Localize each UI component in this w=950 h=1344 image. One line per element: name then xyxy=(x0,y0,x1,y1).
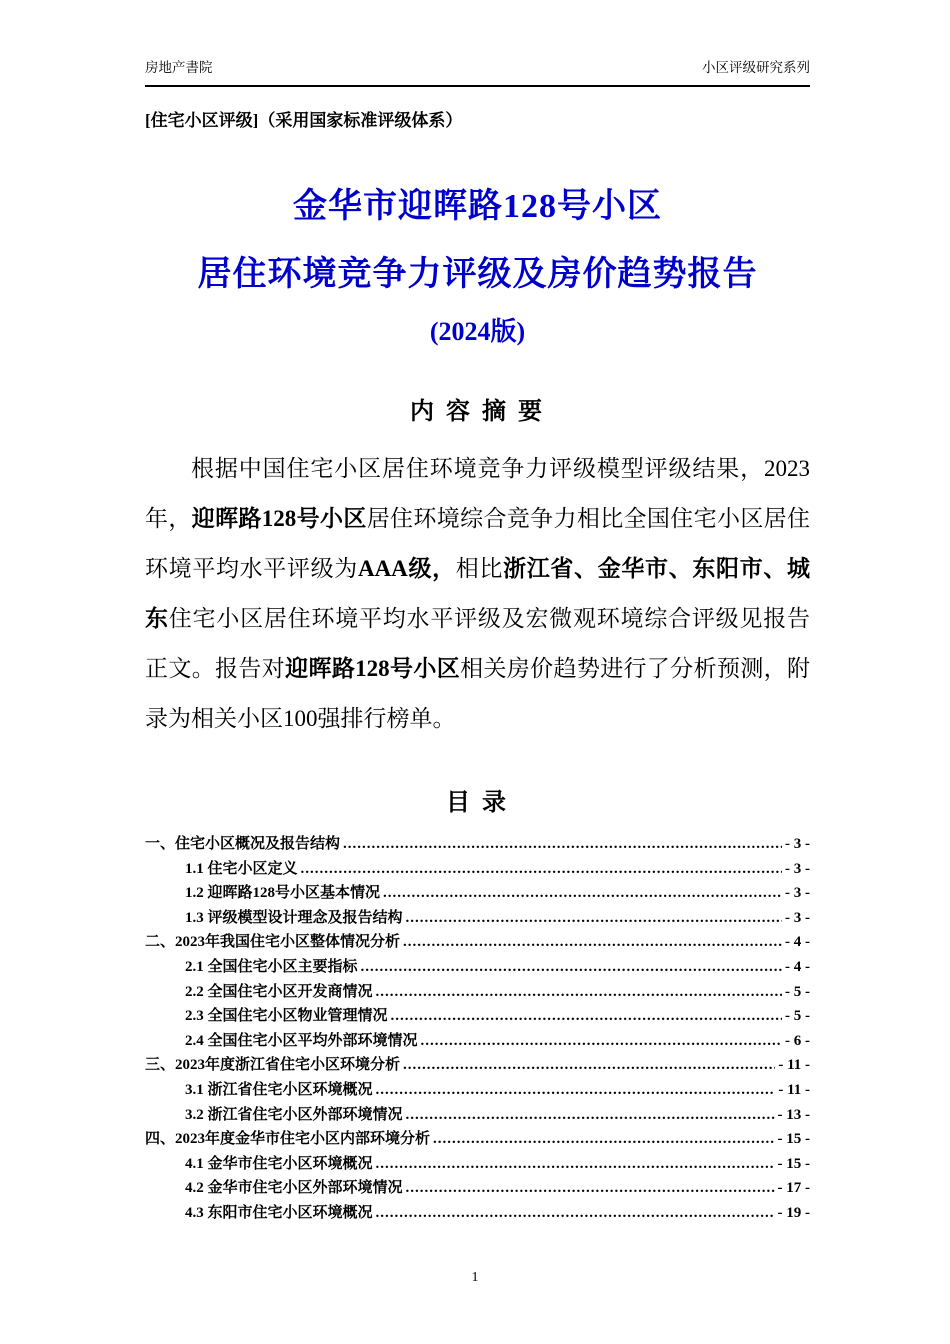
toc-item xyxy=(145,1053,810,1078)
toc-item xyxy=(145,1103,810,1128)
toc-item xyxy=(145,930,810,955)
toc-page-number: - 3 - xyxy=(785,860,810,877)
toc-item-label: 2.1 全国住宅小区主要指标 xyxy=(185,958,358,975)
rating-system-note: [住宅小区评级]（采用国家标准评级体系） xyxy=(145,111,463,130)
toc-leader-dots xyxy=(406,906,782,931)
abstract-heading: 内 容 摘 要 xyxy=(410,399,545,425)
toc-page-number: - 19 - xyxy=(777,1204,810,1221)
report-title-edition: (2024版) xyxy=(429,317,526,346)
toc-item xyxy=(145,1201,810,1226)
toc-page-number: - 17 - xyxy=(777,1180,810,1197)
toc-page-number: - 11 - xyxy=(778,1081,810,1098)
toc-page-number: - 4 - xyxy=(785,934,810,951)
abstract-segment: 根据中国住宅小区居住环境竞争力评级模型评级结果，2023年， xyxy=(145,456,810,531)
abstract-bold-segment: 浙江省、金华市、东阳市、城东 xyxy=(145,556,811,631)
toc-list xyxy=(145,832,810,1226)
toc-item-label: 2.3 全国住宅小区物业管理情况 xyxy=(185,1008,388,1025)
toc-leader-dots xyxy=(403,930,782,955)
abstract-segment: 住宅小区居住环境平均水平评级及宏微观环境综合评级见报告正文。报告对 xyxy=(145,606,811,681)
toc-item xyxy=(145,1029,810,1054)
toc-item xyxy=(145,881,810,906)
toc-item-label: 1.2 迎晖路128号小区基本情况 xyxy=(185,885,381,902)
toc-page-number: - 15 - xyxy=(777,1131,810,1148)
toc-item xyxy=(145,857,810,882)
toc-item-label: 二、2023年我国住宅小区整体情况分析 xyxy=(145,934,401,951)
toc-leader-dots xyxy=(383,881,782,906)
toc-item-label: 四、2023年度金华市住宅小区内部环境分析 xyxy=(145,1131,431,1148)
toc-item xyxy=(145,1152,810,1177)
toc-leader-dots xyxy=(406,1176,775,1201)
toc-item-label: 1.1 住宅小区定义 xyxy=(185,860,298,877)
document-header xyxy=(145,58,810,77)
toc-item-label: 4.2 金华市住宅小区外部环境情况 xyxy=(185,1180,403,1197)
toc-item-label: 2.2 全国住宅小区开发商情况 xyxy=(185,983,373,1000)
toc-item-label: 一、住宅小区概况及报告结构 xyxy=(145,836,341,852)
toc-leader-dots xyxy=(391,1004,782,1029)
header-divider xyxy=(145,85,810,87)
abstract-bold-segment: 迎晖路128号小区 xyxy=(285,656,461,681)
toc-page-number: - 15 - xyxy=(777,1155,810,1172)
toc-leader-dots xyxy=(403,1053,775,1078)
toc-leader-dots xyxy=(361,955,782,980)
toc-page-number: - 4 - xyxy=(785,958,810,975)
toc-page-number: - 5 - xyxy=(785,1008,810,1025)
toc-item xyxy=(145,1004,810,1029)
toc-item xyxy=(145,832,810,857)
toc-item xyxy=(145,1078,810,1103)
page-number: 1 xyxy=(471,1270,479,1285)
toc-item xyxy=(145,980,810,1005)
toc-leader-dots xyxy=(376,1152,775,1177)
toc-page-number: - 5 - xyxy=(785,983,810,1000)
abstract-paragraph xyxy=(145,444,810,744)
toc-item-label: 3.2 浙江省住宅小区外部环境情况 xyxy=(185,1106,403,1123)
toc-leader-dots xyxy=(421,1029,782,1054)
toc-leader-dots xyxy=(376,980,782,1005)
toc-page-number: - 3 - xyxy=(785,885,810,902)
toc-leader-dots xyxy=(343,832,782,857)
toc-item-label: 4.1 金华市住宅小区环境概况 xyxy=(185,1155,373,1172)
header-left-text: 房地产書院 xyxy=(145,60,213,75)
toc-page-number: - 13 - xyxy=(777,1106,810,1123)
toc-item-label: 3.1 浙江省住宅小区环境概况 xyxy=(185,1081,373,1098)
toc-page-number: - 3 - xyxy=(785,836,810,852)
toc-item-label: 三、2023年度浙江省住宅小区环境分析 xyxy=(145,1057,401,1074)
toc-page-number: - 11 - xyxy=(778,1057,810,1074)
toc-item xyxy=(145,1176,810,1201)
toc-page-number: - 6 - xyxy=(785,1032,810,1049)
abstract-bold-segment: 迎晖路128号小区 xyxy=(191,506,367,531)
toc-item-label: 2.4 全国住宅小区平均外部环境情况 xyxy=(185,1032,418,1049)
toc-item-label: 1.3 评级模型设计理念及报告结构 xyxy=(185,909,403,926)
toc-leader-dots xyxy=(433,1127,774,1152)
abstract-segment: 居住环境综合竞争力相比全国住宅小区居住环境平均水平评级为 xyxy=(145,506,811,581)
toc-heading: 目 录 xyxy=(446,790,509,816)
toc-page-number: - 3 - xyxy=(785,909,810,926)
report-title-line1: 金华市迎晖路128号小区 xyxy=(293,188,662,225)
header-right-text: 小区评级研究系列 xyxy=(702,60,810,75)
toc-leader-dots xyxy=(376,1201,775,1226)
toc-leader-dots xyxy=(376,1078,776,1103)
toc-item xyxy=(145,1127,810,1152)
toc-leader-dots xyxy=(301,857,782,882)
toc-leader-dots xyxy=(406,1103,775,1128)
toc-item-label: 4.3 东阳市住宅小区环境概况 xyxy=(185,1204,373,1221)
abstract-segment: 相比 xyxy=(455,556,504,581)
toc-item xyxy=(145,906,810,931)
report-title-line2: 居住环境竞争力评级及房价趋势报告 xyxy=(197,256,758,293)
abstract-bold-segment: AAA级， xyxy=(357,556,456,581)
abstract-segment: 相关房价趋势进行了分析预测，附录为相关小区100强排行榜单。 xyxy=(145,656,811,731)
toc-item xyxy=(145,955,810,980)
